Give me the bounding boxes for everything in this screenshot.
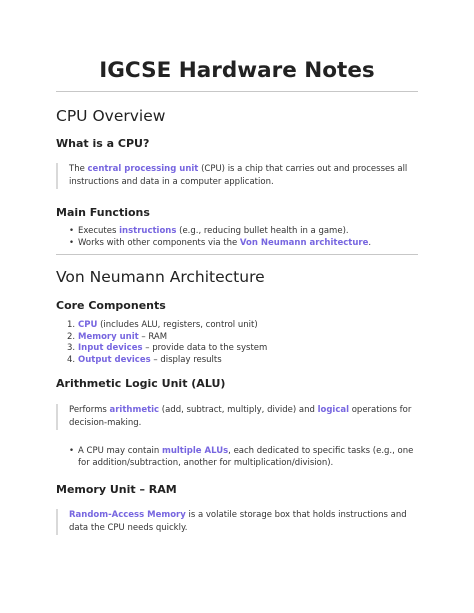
list-item-text: – display results [150,354,222,365]
list-number: 1. [67,320,76,330]
list-number: 2. [67,331,76,342]
list-item [56,226,418,238]
subheading-main-functions: Main Functions [56,206,150,219]
random-access-memory-link[interactable]: Random-Access Memory [69,510,186,520]
quote-text: (add, subtract, multiply, divide) and [159,405,318,415]
central-processing-unit-link[interactable]: central processing unit [87,164,199,174]
subheading-what-is-cpu: What is a CPU? [56,137,150,150]
quote-text: (CPU) is a chip that carries out and processes all instructions and data in a computer application. [69,164,408,187]
memory-quote [56,509,418,535]
list-item [56,320,418,332]
arithmetic-link[interactable]: arithmetic [109,405,160,415]
multiple-alus-link[interactable]: multiple ALUs [161,446,229,456]
quote-text: operations for decision-making. [69,405,412,428]
output-devices-link[interactable]: Output devices [78,354,151,365]
list-item-text: . [368,237,372,248]
subheading-alu: Arithmetic Logic Unit (ALU) [56,377,226,390]
list-item-text: – provide data to the system [142,343,268,353]
list-item-text: Executes [78,226,120,236]
list-item-text: , each dedicated to specific tasks (e.g., one for addition/subtraction, another for multiplication/division). [78,446,414,468]
section-heading-cpu-overview: CPU Overview [56,107,166,125]
list-item [56,445,418,469]
section-divider [56,254,418,255]
input-devices-link[interactable]: Input devices [78,343,143,353]
title-divider [56,91,418,92]
quote-text: is a volatile storage box that holds instructions and data the CPU needs quickly. [69,510,407,533]
list-number: 4. [67,354,76,365]
subheading-core-components: Core Components [56,299,166,312]
bullet-icon: • [69,446,75,456]
bullet-icon: • [69,226,75,236]
list-item [56,343,418,355]
list-number: 3. [67,343,76,353]
core-components-list [56,320,418,366]
cpu-link[interactable]: CPU [78,320,98,330]
quote-text: Performs [69,405,110,415]
list-item [56,355,418,367]
subheading-memory-unit: Memory Unit – RAM [56,483,177,496]
cpu-definition-quote [56,163,418,189]
list-item-text: Works with other components via the [78,237,240,248]
instructions-link[interactable]: instructions [119,226,177,236]
main-functions-list [56,226,418,249]
quote-text: The [69,164,88,174]
von-neumann-architecture-link[interactable]: Von Neumann architecture [239,237,369,248]
page-title: IGCSE Hardware Notes [99,58,375,83]
list-item-text: – RAM [138,331,168,342]
alu-bullet-list [56,445,418,469]
list-item-text: (e.g., reducing bullet health in a game). [176,226,349,236]
alu-quote [56,404,418,430]
list-item-text: (includes ALU, registers, control unit) [97,320,258,330]
list-item [56,332,418,344]
list-item [56,238,418,250]
section-heading-von-neumann: Von Neumann Architecture [56,268,265,286]
logical-link[interactable]: logical [317,405,350,415]
bullet-icon: • [69,237,75,248]
memory-unit-link[interactable]: Memory unit [78,331,139,342]
list-item-text: A CPU may contain [78,446,162,456]
